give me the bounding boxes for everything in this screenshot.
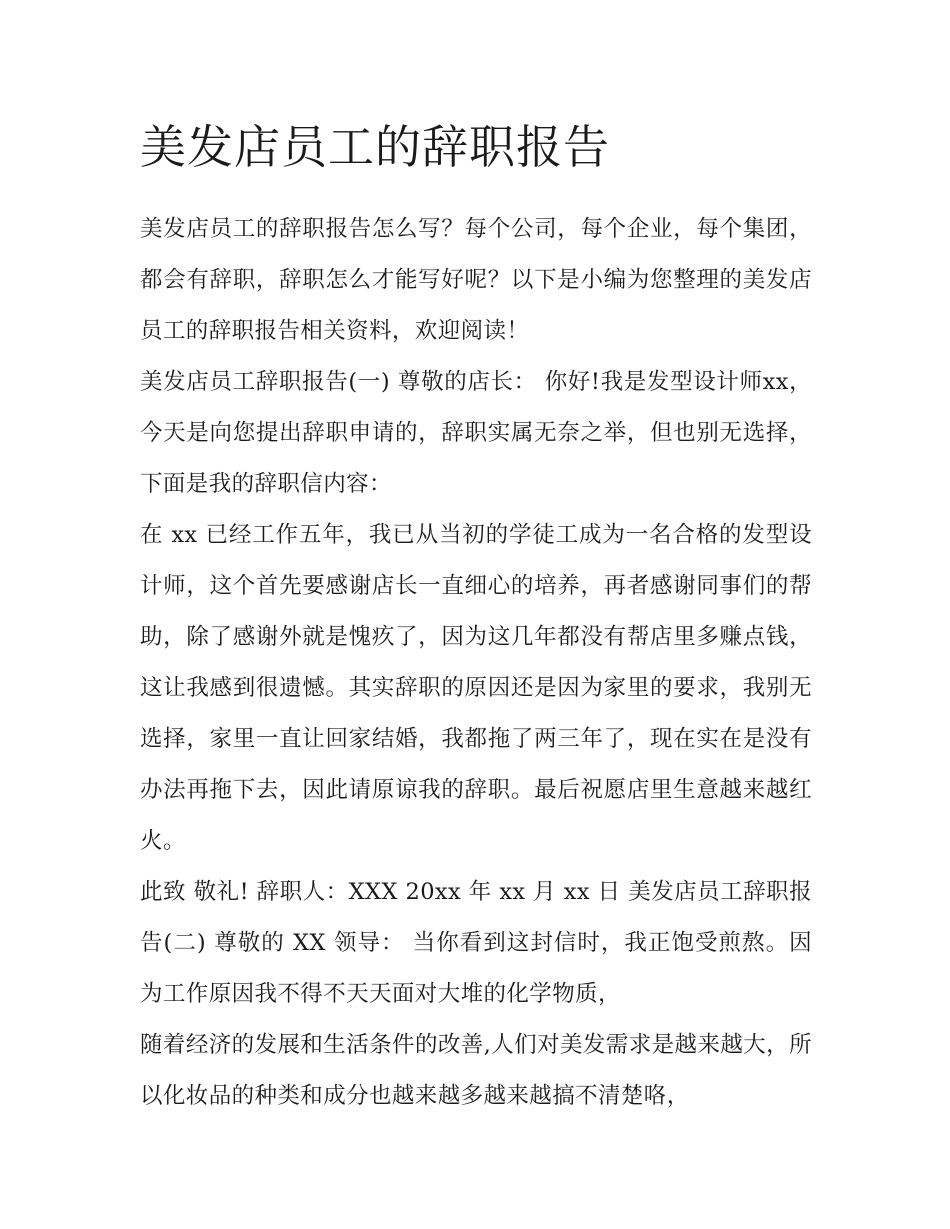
document-page <box>140 112 812 1122</box>
paragraph-intro: 美发店员工的辞职报告怎么写？每个公司，每个企业，每个集团，都会有辞职，辞职怎么才能写好呢？以下是小编为您整理的美发店员工的辞职报告相关资料，欢迎阅读！ <box>140 216 812 344</box>
paragraph-report-two-opening: 此致 敬礼! 辞职人：XXX 20xx 年 xx 月 xx 日 美发店员工辞职报告(二) 尊敬的 XX 领导： 当你看到这封信时，我正饱受煎熬。因为工作原因我不得不天天面对大堆的化学物质， <box>140 879 812 1007</box>
paragraph-report-one-opening: 美发店员工辞职报告(一) 尊敬的店长： 你好!我是发型设计师xx，今天是向您提出辞职申请的，辞职实属无奈之举，但也别无选择，下面是我的辞职信内容： <box>140 369 812 497</box>
paragraph-report-two-body: 随着经济的发展和生活条件的改善,人们对美发需求是越来越大，所以化妆品的种类和成分也越来越多越来越搞不清楚咯， <box>140 1032 812 1109</box>
paragraph-report-one-body: 在 xx 已经工作五年，我已从当初的学徒工成为一名合格的发型设计师，这个首先要感谢店长一直细心的培养，再者感谢同事们的帮助，除了感谢外就是愧疚了，因为这几年都没有帮店里多赚点钱，这让我感到很遗憾。其实辞职的原因还是因为家里的要求，我别无选择，家里一直让回家结婚，我都拖了两三年了，现在实在是没有办法再拖下去，因此请原谅我的辞职。最后祝愿店里生意越来越红火。 <box>140 522 812 854</box>
document-title: 美发店员工的辞职报告 <box>140 120 610 174</box>
